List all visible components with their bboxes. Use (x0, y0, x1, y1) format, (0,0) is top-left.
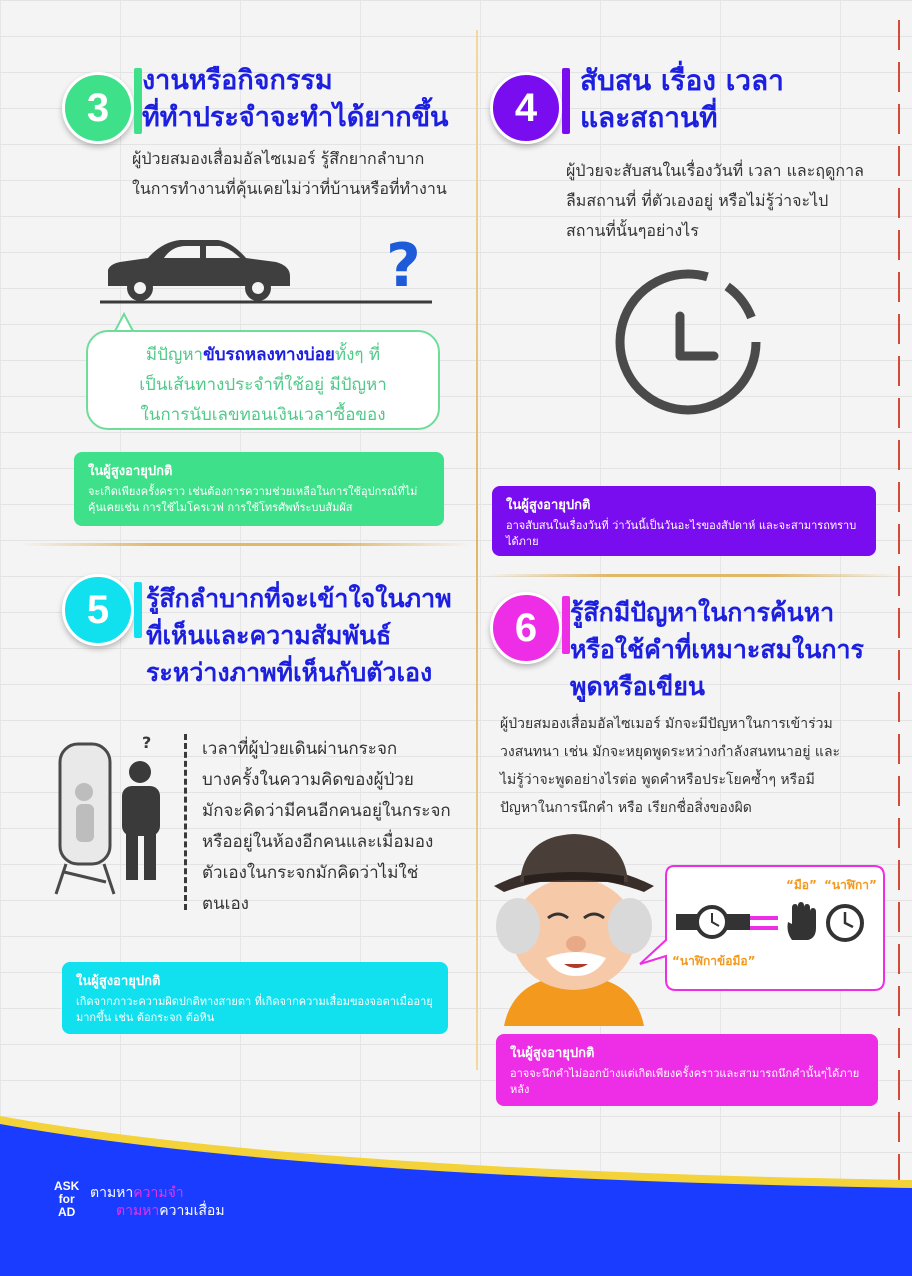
section-6-normal-box (496, 1034, 878, 1106)
normal-text: เกิดจากภาวะความผิดปกติทางสายตา ที่เกิดจากความเสื่อมของจอตาเมื่ออายุมากขึ้น เช่น ต้อกระจก ต้อหิน (76, 995, 433, 1024)
normal-heading: ในผู้สูงอายุปกติ (510, 1046, 595, 1061)
normal-text: อาจสับสนในเรื่องวันที่ ว่าวันนี้เป็นวันอะไรของสัปดาห์ และจะสามารถทราบได้ภาย (506, 519, 857, 548)
section-3-ribbon (134, 68, 142, 134)
label-hand: “มือ” (786, 878, 817, 892)
section-4-body-line2: ลืมสถานที่ ที่ตัวเองอยู่ หรือไม่รู้ว่าจะไป (566, 191, 829, 210)
clock-small-icon (824, 902, 866, 944)
section-4-body-line3: สถานที่นั้นๆอย่างไร (566, 221, 699, 240)
bubble-text-pre: มีปัญหา (145, 345, 204, 365)
normal-heading: ในผู้สูงอายุปกติ (76, 974, 161, 989)
bubble-line-3: ในการนับเลขทอนเงินเวลาซื้อของ (140, 405, 386, 425)
section-6-number: 6 (490, 592, 562, 664)
section-4-title-line2: และสถานที่ (580, 101, 718, 134)
section-6-body-line3: ไม่รู้ว่าจะพูดอย่างไรต่อ พูดคำหรือประโยคซ้ำๆ หรือมี (500, 772, 815, 788)
normal-heading: ในผู้สูงอายุปกติ (506, 498, 591, 513)
section-5-body-line5: ตัวเองในกระจกมักคิดว่าไม่ใช่ (202, 863, 419, 883)
divider-left (20, 543, 470, 546)
question-mark: ? (142, 734, 152, 752)
section-3-normal-box (74, 452, 444, 526)
label-watch: “นาฬิกาข้อมือ” (672, 954, 756, 968)
section-5-title-line1: รู้สึกลำบากที่จะเข้าใจในภาพ (146, 584, 452, 613)
tagline-2b: ความเสื่อม (159, 1203, 225, 1219)
section-4-title (580, 62, 784, 136)
section-5-body-line6: ตนเอง (202, 894, 249, 914)
section-4-normal-box (492, 486, 876, 556)
section-6-ribbon (562, 596, 570, 654)
section-5-body-line3: มักจะคิดว่ามีคนอีกคนอยู่ในกระจก (202, 801, 451, 821)
section-5-body-line1: เวลาที่ผู้ป่วยเดินผ่านกระจก (202, 739, 398, 759)
normal-text: จะเกิดเพียงครั้งคราว เช่นต้องการความช่วยเหลือในการใช้อุปกรณ์ที่ไม่คุ้นเคยเช่น การใช้ไมโครเวฟ การใช้โทรศัพท์ระบบสัมผัส (88, 485, 418, 514)
bubble-text-bold: ขับรถหลงทางบ่อย (203, 345, 335, 365)
dashed-separator (184, 734, 187, 910)
tagline-1b: ความจำ (133, 1185, 184, 1201)
section-5-number: 5 (62, 574, 134, 646)
section-5-body-line4: หรืออยู่ในห้องอีกคนและเมื่อมอง (202, 832, 434, 852)
section-3-body (132, 144, 447, 204)
car-illustration (100, 228, 440, 310)
section-3-title (142, 62, 449, 136)
footer-logo (54, 1180, 79, 1219)
red-dashed-edge (896, 20, 904, 1260)
hand-icon (784, 902, 820, 942)
svg-text:?: ? (386, 231, 421, 301)
mirror-illustration (54, 734, 174, 900)
section-4-ribbon (562, 68, 570, 134)
section-5-body (202, 734, 451, 920)
logo-line-3: AD (58, 1205, 76, 1219)
section-4-body-line1: ผู้ป่วยจะสับสนในเรื่องวันที่ เวลา และฤดูกาล (566, 161, 864, 180)
wristwatch-icon (676, 902, 752, 942)
section-5-title-line2: ที่เห็นและความสัมพันธ์ (146, 621, 392, 650)
section-3-title-line2: ที่ทำประจำจะทำได้ยากขึ้น (142, 102, 449, 133)
section-3-body-line1: ผู้ป่วยสมองเสื่อมอัลไซเมอร์ รู้สึกยากลำบาก (132, 149, 425, 168)
section-6-title-line1: รู้สึกมีปัญหาในการค้นหา (570, 598, 835, 627)
logo-line-2: for (58, 1192, 75, 1206)
logo-line-1: ASK (54, 1179, 80, 1193)
section-4-number: 4 (490, 72, 562, 144)
section-6-body (500, 710, 840, 822)
normal-heading: ในผู้สูงอายุปกติ (88, 464, 173, 479)
section-5-body-line2: บางครั้งในความคิดของผู้ป่วย (202, 770, 414, 790)
section-3-title-line1: งานหรือกิจกรรม (142, 65, 333, 96)
equals-icon (750, 916, 778, 930)
center-divider (476, 30, 478, 1070)
section-5-title-line3: ระหว่างภาพที่เห็นกับตัวเอง (146, 658, 433, 687)
section-6-title-line3: พูดหรือเขียน (570, 672, 706, 701)
label-clock: “นาฬิกา” (824, 878, 877, 892)
section-6-body-line2: วงสนทนา เช่น มักจะหยุดพูดระหว่างกำลังสนทนาอยู่ และ (500, 744, 841, 760)
section-5-title (146, 580, 452, 691)
normal-text: อาจจะนึกคำไม่ออกบ้างแต่เกิดเพียงครั้งคราวและสามารถนึกคำนั้นๆได้ภายหลัง (510, 1067, 860, 1096)
section-5-normal-box (62, 962, 448, 1034)
tagline-2a: ตามหา (116, 1203, 160, 1219)
section-3-body-line2: ในการทำงานที่คุ้นเคยไม่ว่าที่บ้านหรือที่ทำงาน (132, 179, 447, 198)
section-5-ribbon (134, 582, 142, 638)
bubble-line-2: เป็นเส้นทางประจำที่ใช้อยู่ มีปัญหา (139, 375, 387, 395)
section-6-body-line4: ปัญหาในการนึกคำ หรือ เรียกชื่อสิ่งของผิด (500, 800, 752, 816)
section-6-title-line2: หรือใช้คำที่เหมาะสมในการ (570, 635, 864, 664)
section-3-number: 3 (62, 72, 134, 144)
section-3-speech-bubble (86, 330, 440, 430)
section-6-body-line1: ผู้ป่วยสมองเสื่อมอัลไซเมอร์ มักจะมีปัญหาในการเข้าร่วม (500, 716, 833, 732)
clock-icon (610, 264, 770, 424)
divider-right (486, 574, 896, 577)
section-4-title-line1: สับสน เรื่อง เวลา (580, 64, 784, 97)
section-4-body (566, 156, 864, 246)
section-6-title (570, 594, 864, 705)
footer-tagline (90, 1184, 225, 1220)
bubble-text-post: ทั้งๆ ที่ (334, 345, 381, 365)
tagline-1a: ตามหา (90, 1185, 134, 1201)
